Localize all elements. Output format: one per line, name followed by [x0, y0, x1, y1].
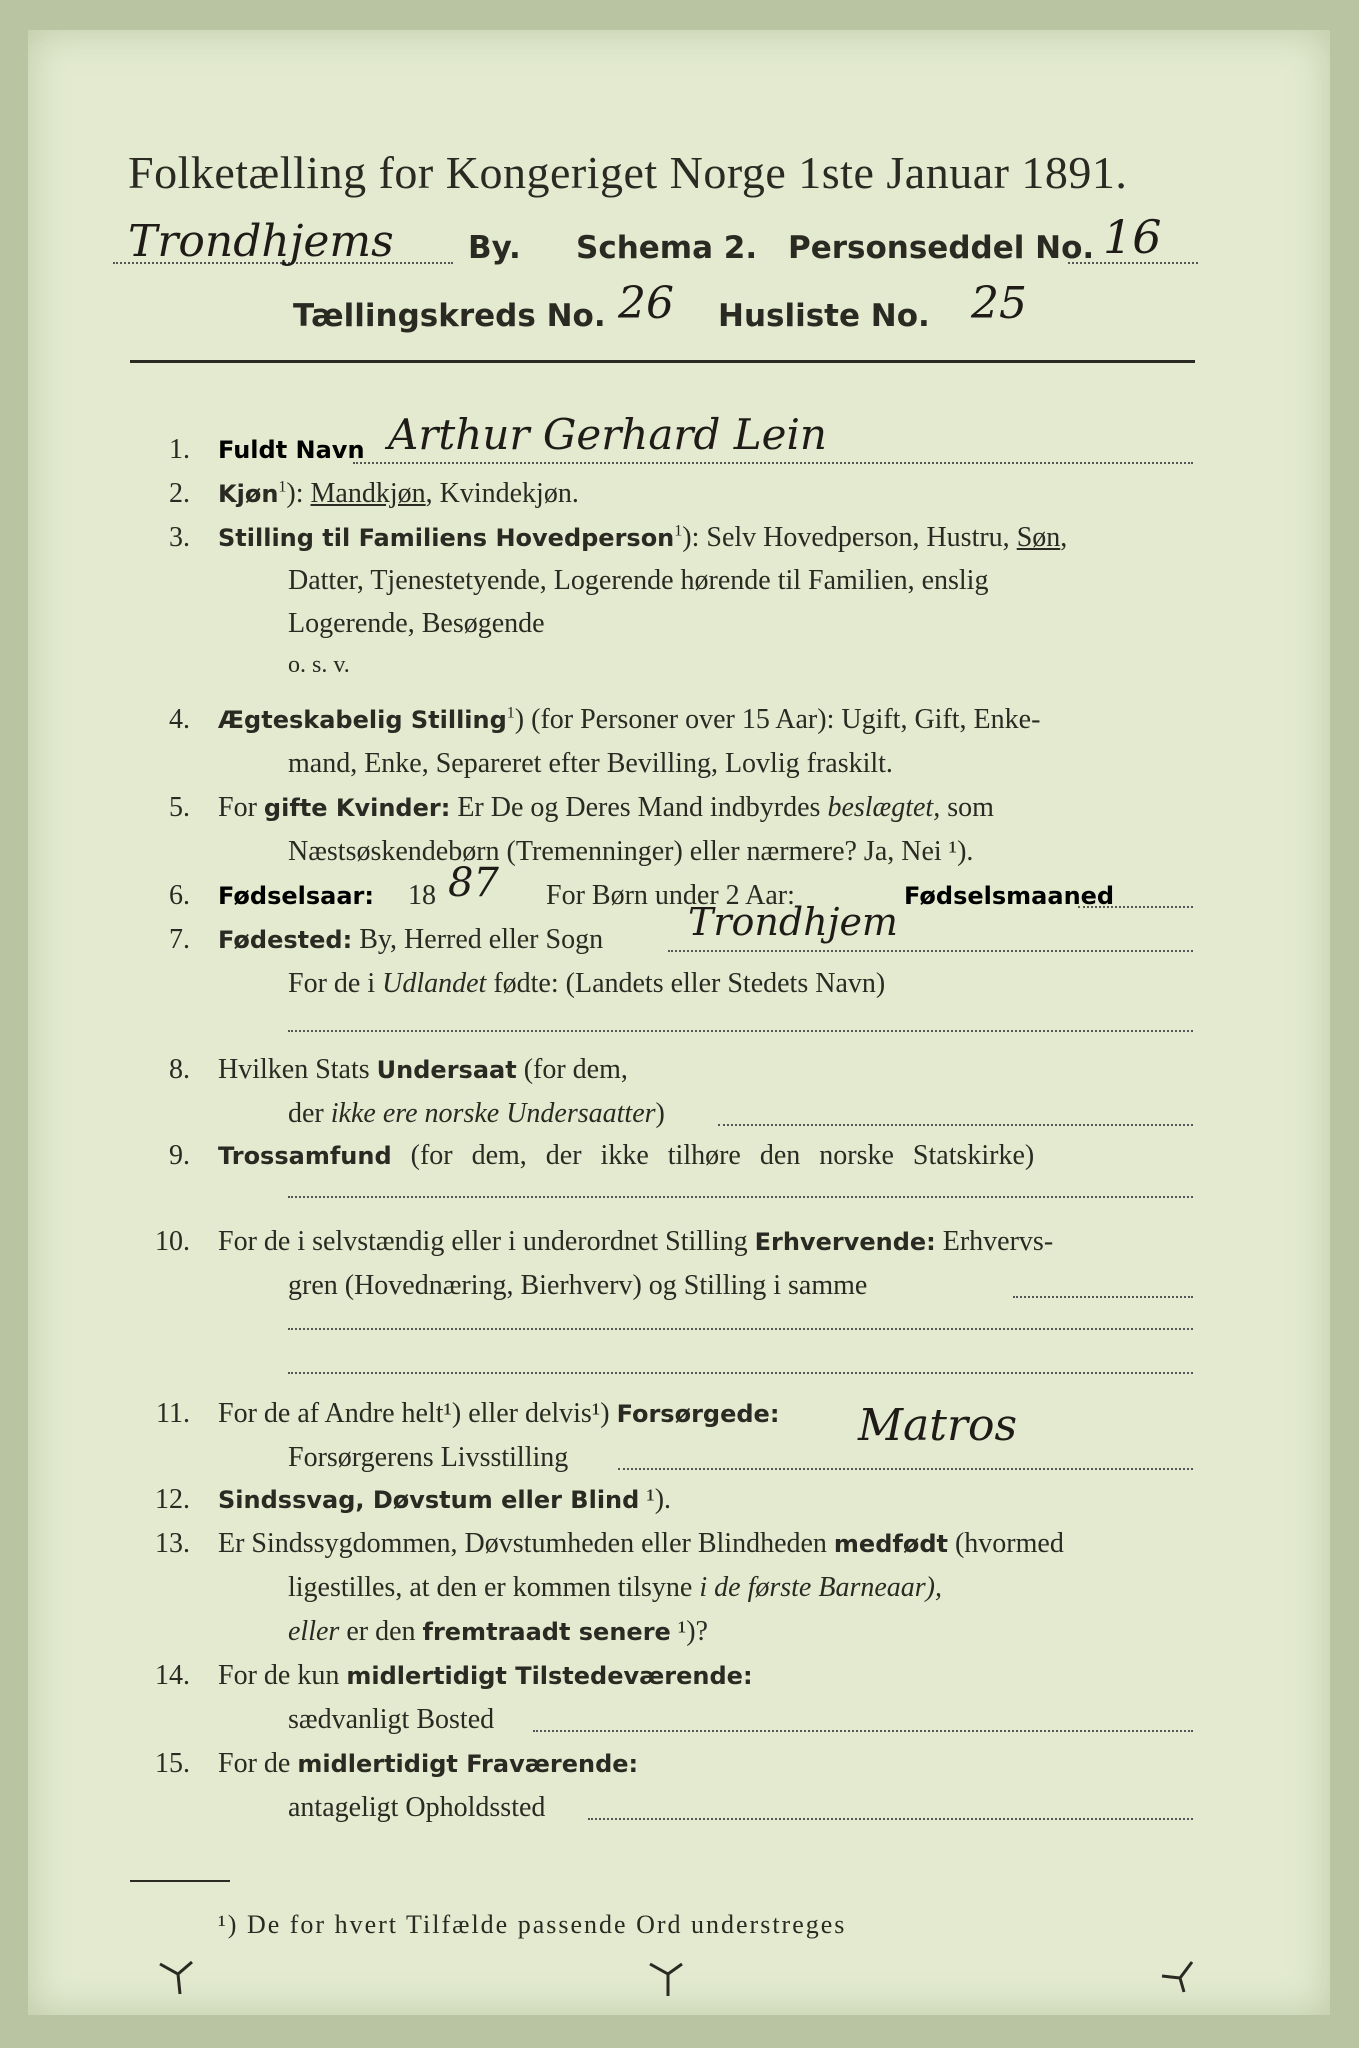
- item-3-line-3: Logerende, Besøgende: [288, 608, 545, 639]
- item-8-text-2b: ): [655, 1098, 665, 1129]
- item-10-text-b: Erhvervs-: [935, 1226, 1054, 1257]
- item-11-label: Forsørgede:: [616, 1400, 780, 1428]
- personseddel-label: Personseddel No.: [788, 230, 1095, 266]
- item-11-handwritten-occupation: Matros: [858, 1400, 1018, 1451]
- item-6-label-2: Fødselsmaaned: [904, 882, 1115, 910]
- item-3-line-2: Datter, Tjenestetyende, Logerende hørende til Familien, enslig: [288, 565, 989, 596]
- item-13-text-3i: eller: [288, 1616, 340, 1647]
- item-15-dotted-line: [588, 1818, 1193, 1820]
- item-15-line-2: antageligt Opholdssted: [288, 1792, 546, 1823]
- item-3-label: Stilling til Familiens Hovedperson: [218, 524, 675, 552]
- kreds-label: Tællingskreds No.: [293, 298, 606, 334]
- schema-label: Schema 2.: [576, 230, 758, 266]
- item-4-label: Ægteskabelig Stilling: [218, 706, 507, 734]
- item-7-text-2a: For de i: [288, 968, 383, 999]
- personseddel-number: 16: [1103, 210, 1162, 264]
- footnote-rule: [130, 1880, 230, 1882]
- item-5-label: gifte Kvinder:: [263, 794, 451, 822]
- item-14-number: 14.: [155, 1660, 190, 1691]
- item-5-text-a: For: [218, 792, 264, 823]
- item-13-text-1b: (hvormed: [947, 1528, 1064, 1559]
- item-11-line-1: [218, 1398, 779, 1430]
- item-13-line-3: [288, 1616, 708, 1648]
- item-7-text-2i: Udlandet: [382, 968, 487, 999]
- item-2-number: 2.: [169, 478, 190, 509]
- item-3-comma: ,: [1060, 522, 1068, 553]
- item-6-number: 6.: [169, 880, 190, 911]
- item-7-label: Fødested:: [218, 926, 353, 954]
- item-10-line-1: [218, 1226, 1053, 1258]
- item-7-text-1: By, Herred eller Sogn: [352, 924, 604, 955]
- item-13-text-2a: ligestilles, at den er kommen tilsyne: [288, 1572, 700, 1603]
- item-10-label: Erhvervende:: [754, 1228, 936, 1256]
- item-12-rest: ¹).: [639, 1484, 672, 1515]
- item-9-label: Trossamfund: [218, 1142, 392, 1170]
- item-2-option-underlined: Mandkjøn: [310, 478, 426, 509]
- item-8-number: 8.: [169, 1054, 190, 1085]
- item-13-number: 13.: [155, 1528, 190, 1559]
- item-13-line-2: [288, 1572, 942, 1604]
- item-3-option-underlined: Søn: [1016, 522, 1061, 553]
- item-4-sup: 1: [506, 704, 515, 722]
- husliste-number: 25: [971, 278, 1027, 329]
- item-14-text-a: For de kun: [218, 1660, 347, 1691]
- item-4-line-1: [218, 704, 1040, 736]
- item-13-text-1a: Er Sindssygdommen, Døvstumheden eller Blindheden: [218, 1528, 834, 1559]
- item-15-line-1: [218, 1748, 638, 1780]
- item-15-number: 15.: [155, 1748, 190, 1779]
- item-11-dotted-line: [618, 1468, 1193, 1470]
- item-12-number: 12.: [155, 1484, 190, 1515]
- item-12-line-1: [218, 1484, 671, 1516]
- item-4-text-1: ) (for Personer over 15 Aar): Ugift, Gift, Enke-: [514, 704, 1041, 735]
- item-6-prefix: 18: [408, 880, 436, 911]
- item-6-handwritten-year: 87: [448, 860, 499, 906]
- item-3-number: 3.: [169, 522, 190, 553]
- item-1-dotted-line: [353, 462, 1193, 464]
- item-9-text: (for dem, der ikke tilhøre den norske Statskirke): [391, 1140, 1035, 1171]
- item-10-line-2: gren (Hovednæring, Bierhverv) og Stilling i samme: [288, 1270, 868, 1301]
- item-3-sup: 1: [674, 522, 683, 540]
- item-8-text-b: (for dem,: [516, 1054, 628, 1085]
- item-10-dotted-line-1: [1013, 1296, 1193, 1298]
- item-13-text-2i: i de første Barneaar),: [699, 1572, 942, 1603]
- item-13-label: medfødt: [833, 1530, 948, 1558]
- item-1-label: Fuldt Navn: [218, 436, 365, 464]
- item-7-number: 7.: [169, 924, 190, 955]
- item-2-sup: 1: [278, 478, 287, 496]
- item-8-text-2i: ikke ere norske Undersaatter: [330, 1098, 656, 1129]
- registration-mark-center: [648, 1960, 688, 2000]
- item-15-label: midlertidigt Fraværende:: [297, 1750, 639, 1778]
- item-14-line-2: sædvanligt Bosted: [288, 1704, 495, 1735]
- item-1-handwritten-name: Arthur Gerhard Lein: [388, 410, 827, 459]
- item-13-line-1: [218, 1528, 1064, 1560]
- by-label: By.: [468, 230, 521, 266]
- item-6-text: For Børn under 2 Aar:: [546, 880, 795, 911]
- item-13-text-3b: ¹)?: [670, 1616, 708, 1647]
- item-10-number: 10.: [155, 1226, 190, 1257]
- item-7-handwritten-place: Trondhjem: [688, 900, 898, 944]
- item-15-text-a: For de: [218, 1748, 298, 1779]
- item-13-label-2: fremtraadt senere: [422, 1618, 671, 1646]
- registration-mark-right: [1158, 1958, 1198, 1998]
- item-9-dotted-line: [288, 1196, 1193, 1198]
- item-8-line-2: [288, 1098, 665, 1130]
- item-6-label: Fødselsaar:: [218, 882, 374, 910]
- item-11-number: 11.: [156, 1398, 190, 1429]
- item-5-number: 5.: [169, 792, 190, 823]
- item-14-line-1: [218, 1660, 753, 1692]
- item-13-text-3a: er den: [339, 1616, 423, 1647]
- item-2-label: Kjøn: [218, 480, 279, 508]
- item-7-line-2: [288, 968, 885, 1000]
- item-1-number: 1.: [169, 434, 190, 465]
- item-5-line-2: Næstsøskendebørn (Tremenninger) eller nærmere? Ja, Nei ¹).: [288, 836, 974, 867]
- item-8-text-2a: der: [288, 1098, 331, 1129]
- item-5-line-1: [218, 792, 994, 824]
- item-2-colon: ):: [286, 478, 311, 509]
- item-7-dotted-line: [668, 950, 1193, 952]
- item-4-line-2: mand, Enke, Separeret efter Bevilling, Lovlig fraskilt.: [288, 748, 893, 779]
- item-8-line-1: [218, 1054, 628, 1086]
- item-6-dotted-line: [1078, 906, 1193, 908]
- item-8-text-a: Hvilken Stats: [218, 1054, 377, 1085]
- item-11-line-2: Forsørgerens Livsstilling: [288, 1442, 569, 1473]
- item-11-text-1: For de af Andre helt¹) eller delvis¹): [218, 1398, 617, 1429]
- item-12-label: Sindssvag, Døvstum eller Blind: [218, 1486, 640, 1514]
- item-2-text: [218, 478, 579, 510]
- footnote: ¹) De for hvert Tilfælde passende Ord understreges: [218, 1910, 847, 1939]
- item-3-line-1: [218, 522, 1067, 554]
- census-form-sheet: [28, 30, 1330, 2015]
- item-3-line-4: o. s. v.: [288, 652, 350, 678]
- item-3-text-1: ): Selv Hovedperson, Hustru,: [682, 522, 1017, 553]
- item-9-line-1: [218, 1140, 1034, 1172]
- item-10-text-a: For de i selvstændig eller i underordnet Stilling: [218, 1226, 755, 1257]
- item-5-text-c: som: [940, 792, 994, 823]
- registration-mark-left: [158, 1960, 198, 2000]
- header-separator: [130, 360, 1195, 363]
- item-7-line-1: [218, 924, 603, 956]
- item-9-number: 9.: [169, 1140, 190, 1171]
- city-handwritten: Trondhjems: [128, 216, 394, 267]
- item-10-dotted-line-3: [288, 1372, 1193, 1374]
- item-2-rest: , Kvindekjøn.: [425, 478, 579, 509]
- item-4-number: 4.: [169, 704, 190, 735]
- husliste-label: Husliste No.: [718, 298, 930, 334]
- form-title: Folketælling for Kongeriget Norge 1ste Januar 1891.: [128, 147, 1128, 198]
- item-5-text-italic: beslægtet,: [827, 792, 941, 823]
- item-8-label: Undersaat: [376, 1056, 517, 1084]
- kreds-number: 26: [618, 278, 674, 329]
- item-5-text-b: Er De og Deres Mand indbyrdes: [450, 792, 828, 823]
- item-8-dotted-line: [718, 1124, 1193, 1126]
- item-14-label: midlertidigt Tilstedeværende:: [346, 1662, 753, 1690]
- item-10-dotted-line-2: [288, 1328, 1193, 1330]
- item-7-dotted-line-2: [288, 1030, 1193, 1032]
- item-7-text-2b: fødte: (Landets eller Stedets Navn): [486, 968, 886, 999]
- item-14-dotted-line: [533, 1730, 1193, 1732]
